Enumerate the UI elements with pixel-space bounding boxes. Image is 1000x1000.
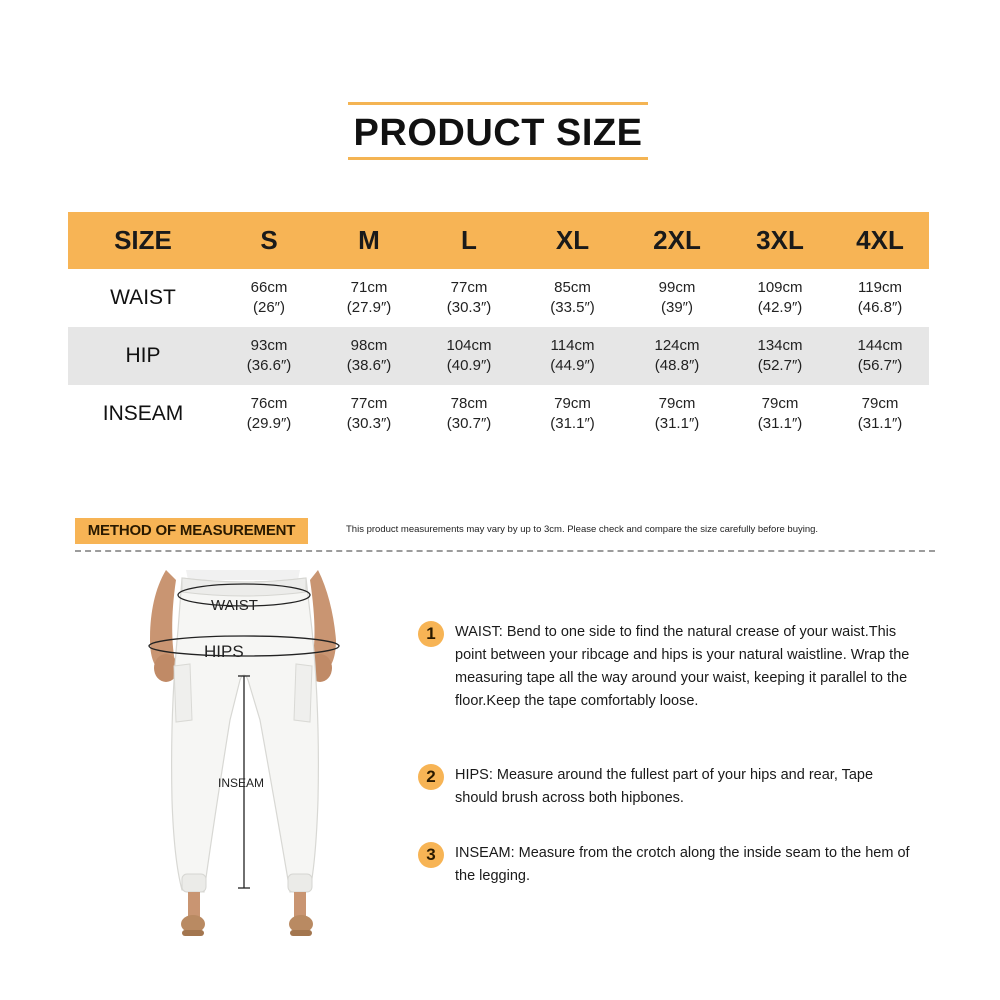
step-number-badge: 1 xyxy=(418,621,444,647)
table-row-inseam xyxy=(68,385,929,443)
method-of-measurement-label: METHOD OF MEASUREMENT xyxy=(75,518,308,544)
cell-inch: (30.3″) xyxy=(346,415,392,432)
table-cell xyxy=(625,327,729,385)
table-cell xyxy=(418,269,520,327)
dashed-divider xyxy=(75,550,935,552)
header-size-4xl: 4XL xyxy=(831,212,929,269)
table-cell xyxy=(831,269,929,327)
cell-inch: (56.7″) xyxy=(857,357,903,374)
title-bottom-rule xyxy=(348,157,648,160)
table-row-hip xyxy=(68,327,929,385)
pants-figure-svg xyxy=(140,570,350,950)
header-size-label: SIZE xyxy=(68,212,218,269)
table-cell xyxy=(625,385,729,443)
pants-shape xyxy=(172,578,319,892)
table-row-waist xyxy=(68,269,929,327)
cell-inch: (31.1″) xyxy=(757,415,803,432)
cell-cm: 79cm xyxy=(554,395,591,412)
cell-cm: 124cm xyxy=(654,337,700,354)
row-label: HIP xyxy=(68,327,218,385)
shirt-shape xyxy=(186,570,300,580)
cell-inch: (29.9″) xyxy=(246,415,292,432)
header-size-3xl: 3XL xyxy=(729,212,831,269)
step-number-badge: 3 xyxy=(418,842,444,868)
cell-inch: (27.9″) xyxy=(346,299,392,316)
table-cell xyxy=(831,327,929,385)
table-cell xyxy=(218,385,320,443)
cell-cm: 98cm xyxy=(350,337,388,354)
cell-inch: (26″) xyxy=(253,299,285,316)
measurement-disclaimer: This product measurements may vary by up to 3cm. Please check and compare the size carefully before buying. xyxy=(346,524,819,535)
table-cell xyxy=(218,269,320,327)
right-cuff-shape xyxy=(288,874,312,892)
cell-inch: (36.6″) xyxy=(246,357,292,374)
right-sole-shape xyxy=(290,930,312,936)
left-sole-shape xyxy=(182,930,204,936)
table-cell xyxy=(218,327,320,385)
table-cell xyxy=(729,327,831,385)
figure-waist-label: WAIST xyxy=(211,597,258,614)
cell-inch: (31.1″) xyxy=(550,415,595,432)
step-number-badge: 2 xyxy=(418,764,444,790)
cell-cm: 79cm xyxy=(861,395,899,412)
cell-cm: 79cm xyxy=(761,395,799,412)
cell-inch: (42.9″) xyxy=(757,299,803,316)
header-size-xl: XL xyxy=(520,212,625,269)
size-chart-table xyxy=(68,212,929,443)
table-cell xyxy=(520,385,625,443)
title-block xyxy=(348,102,648,160)
cell-inch: (52.7″) xyxy=(757,357,803,374)
cell-inch: (46.8″) xyxy=(857,299,903,316)
table-cell xyxy=(418,327,520,385)
table-cell xyxy=(320,269,418,327)
cell-cm: 134cm xyxy=(757,337,803,354)
cell-cm: 104cm xyxy=(446,337,492,354)
cell-cm: 114cm xyxy=(550,337,595,354)
cell-cm: 93cm xyxy=(250,337,288,354)
table-cell xyxy=(320,327,418,385)
figure-hips-label: HIPS xyxy=(204,642,244,661)
row-label: WAIST xyxy=(110,286,176,309)
header-size-m: M xyxy=(320,212,418,269)
table-cell xyxy=(520,269,625,327)
table-cell xyxy=(520,327,625,385)
header-size-l: L xyxy=(418,212,520,269)
step-description: HIPS: Measure around the fullest part of your hips and rear, Tape should brush across both hipbones. xyxy=(455,767,874,806)
cell-cm: 71cm xyxy=(350,279,388,296)
header-size-s: S xyxy=(218,212,320,269)
right-pocket-shape xyxy=(294,664,312,722)
cell-inch: (31.1″) xyxy=(857,415,903,432)
cell-inch: (48.8″) xyxy=(654,357,700,374)
cell-cm: 77cm xyxy=(350,395,388,412)
cell-inch: (44.9″) xyxy=(550,357,595,374)
cell-inch: (30.7″) xyxy=(446,415,492,432)
cell-cm: 144cm xyxy=(857,337,903,354)
table-cell xyxy=(418,385,520,443)
cell-cm: 78cm xyxy=(450,395,488,412)
header-size-2xl: 2XL xyxy=(625,212,729,269)
table-cell xyxy=(831,385,929,443)
row-label: INSEAM xyxy=(102,402,184,425)
cell-inch: (39″) xyxy=(661,299,693,316)
pants-illustration xyxy=(140,570,350,950)
cell-cm: 109cm xyxy=(757,279,803,296)
cell-cm: 85cm xyxy=(554,279,591,296)
cell-cm: 66cm xyxy=(250,279,288,296)
cell-cm: 77cm xyxy=(450,279,488,296)
step-description: INSEAM: Measure from the crotch along the inside seam to the hem of the legging. xyxy=(455,845,910,884)
cell-inch: (38.6″) xyxy=(346,357,392,374)
size-header-row xyxy=(68,212,929,269)
figure-inseam-label: INSEAM xyxy=(218,776,265,790)
cell-cm: 99cm xyxy=(658,279,696,296)
cell-inch: (33.5″) xyxy=(550,299,595,316)
left-leg-shape xyxy=(188,892,200,918)
table-cell xyxy=(320,385,418,443)
table-cell xyxy=(625,269,729,327)
cell-inch: (40.9″) xyxy=(446,357,492,374)
table-cell xyxy=(729,269,831,327)
cell-inch: (31.1″) xyxy=(654,415,700,432)
table-cell xyxy=(729,385,831,443)
right-leg-shape xyxy=(294,892,306,918)
cell-inch: (30.3″) xyxy=(446,299,492,316)
cell-cm: 119cm xyxy=(858,279,902,296)
left-cuff-shape xyxy=(182,874,206,892)
cell-cm: 76cm xyxy=(250,395,288,412)
title-top-rule xyxy=(348,102,648,105)
page-title: PRODUCT SIZE xyxy=(353,112,643,154)
cell-cm: 79cm xyxy=(658,395,696,412)
left-pocket-shape xyxy=(174,664,192,722)
step-description: WAIST: Bend to one side to find the natural crease of your waist.This point between your ribcage and hips is your natural waistline. Wrap the measuring tape all the way around your waist, keeping it parallel to the floor.Keep the tape comfortably loose. xyxy=(455,624,910,709)
